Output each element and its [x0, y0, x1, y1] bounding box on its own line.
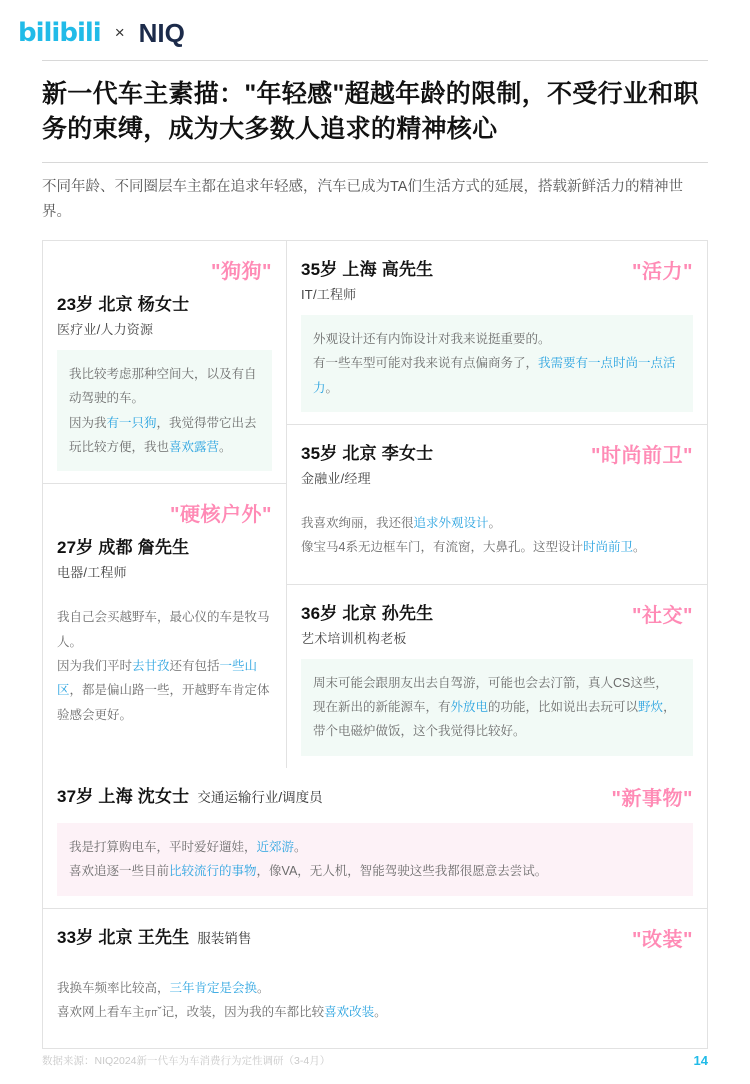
quote-line: 因为我 — [69, 415, 107, 430]
bilibili-logo: bilibili — [18, 18, 101, 48]
quote-line: 我比较考虑那种空间大，以及有自动驾驶的车。 — [69, 366, 257, 406]
quote-text — [301, 499, 693, 572]
person-name: 23岁 北京 杨女士 — [57, 294, 190, 314]
page-subtitle: 不同年龄、不同圈层车主都在追求年轻感，汽车已成为TA们生活方式的延展，搭载新鲜活力的精神世界。 — [42, 179, 683, 221]
grid-row-top — [43, 241, 707, 768]
quote-grid — [42, 240, 708, 1050]
quote-line: 我自己会买越野车，最心仪的车是牧马人。 — [57, 610, 270, 649]
person-job: 交通运输行业/调度员 — [197, 789, 323, 805]
person-job: 电器/工程师 — [57, 565, 127, 581]
grid-column-left — [43, 241, 287, 768]
person-name: 35岁 上海 高先生 — [301, 259, 434, 279]
quote-text — [301, 659, 693, 756]
quote-highlight: 我需要有一点时尚一点活力 — [313, 356, 676, 395]
person-name: 35岁 北京 李女士 — [301, 443, 434, 463]
person-name: 37岁 上海 沈女士 — [57, 786, 190, 806]
quote-line: 现在新出的新能源车，有 — [313, 700, 451, 714]
niq-logo: NIQ — [138, 17, 185, 48]
logo-row — [0, 0, 750, 58]
footer — [42, 1053, 708, 1068]
quote-highlight: 时尚前卫 — [582, 540, 633, 555]
card-zhan — [43, 483, 286, 751]
card-wang — [43, 908, 707, 1049]
quote-line: 我喜欢绚丽，我还很 — [301, 515, 414, 530]
person-job: IT/工程师 — [301, 286, 357, 302]
quote-line: 还有包括 — [169, 659, 220, 673]
quote-line: ，我觉得带它出去玩比较方便，我也 — [69, 415, 257, 454]
quote-line: 。 — [374, 1004, 387, 1019]
page-number: 14 — [693, 1053, 708, 1068]
page-title: 新一代车主素描："年轻感"超越年龄的限制，不受行业和职务的束缚，成为大多数人追求的精神核心 — [42, 80, 699, 143]
status-badge: "硬核户外" — [170, 504, 272, 527]
card-gao — [287, 241, 707, 424]
quote-line: 我换车频率比较高， — [57, 980, 170, 995]
status-badge: "改装" — [632, 928, 693, 951]
card-li — [287, 424, 707, 584]
quote-highlight: 喜欢改装 — [324, 1004, 375, 1019]
quote-highlight: 外放电 — [450, 700, 489, 714]
quote-line: 。 — [294, 839, 307, 854]
card-sun — [287, 584, 707, 768]
person-job: 艺术培训机构老板 — [301, 630, 407, 646]
quote-line: ，像VA，无人机，智能驾驶这些我都很愿意去尝试。 — [256, 864, 548, 879]
quote-line: 。 — [219, 439, 232, 454]
quote-line: 喜欢网上看车主ராˇ记，改装，因为我的车都比较 — [57, 1004, 325, 1019]
card-shen — [43, 768, 707, 908]
quote-line: 像宝马4系无边框车门，有流窗，大鼻孔。这型设计 — [301, 540, 583, 555]
quote-highlight: 有一只狗 — [106, 415, 157, 430]
quote-text — [57, 823, 693, 896]
quote-line: 。 — [632, 540, 646, 555]
quote-text — [301, 315, 693, 412]
grid-column-right — [287, 241, 707, 768]
quote-line: 有一些车型可能对我来说有点偏商务了， — [313, 356, 539, 371]
quote-line: 喜欢追逐一些目前 — [69, 864, 170, 879]
quote-highlight: 喜欢露营 — [169, 439, 220, 454]
person-job: 医疗业/人力资源 — [57, 321, 154, 337]
quote-text — [57, 350, 272, 472]
source-note: 数据来源：NIQ2024新一代车为车消费行为定性调研（3-4月） — [42, 1055, 331, 1067]
person-job: 金融业/经理 — [301, 470, 371, 486]
quote-line: 我是打算购电车，平时爱好遛娃， — [69, 839, 257, 854]
card-yang — [43, 241, 286, 484]
quote-highlight: 追求外观设计 — [413, 515, 489, 530]
person-job: 服装销售 — [197, 930, 252, 946]
quote-line: 。 — [488, 515, 502, 530]
status-badge: "时尚前卫" — [591, 444, 693, 467]
quote-line: 周末可能会跟朋友出去自驾游，可能也会去汀箭，真人CS这些， — [313, 675, 668, 690]
quote-line: 因为我们平时 — [57, 659, 133, 673]
quote-highlight: 去甘孜 — [132, 659, 170, 673]
status-badge: "活力" — [632, 260, 693, 283]
title-block — [0, 61, 750, 152]
quote-line: 外观设计还有内饰设计对我来说挺重要的。 — [313, 331, 551, 346]
status-badge: "狗狗" — [211, 260, 272, 283]
status-badge: "社交" — [632, 604, 693, 627]
quote-line: ，都是偏山路一些，开越野车肯定体验感会更好。 — [57, 683, 270, 722]
separator-icon: × — [114, 23, 125, 42]
person-name: 27岁 成都 詹先生 — [57, 538, 190, 558]
quote-line: 的功能，比如说出去玩可以 — [488, 700, 639, 714]
status-badge: "新事物" — [611, 787, 693, 810]
quote-highlight: 近郊游 — [256, 839, 295, 854]
quote-highlight: 比较流行的事物 — [169, 864, 257, 879]
quote-line: 。 — [257, 980, 270, 995]
person-name: 36岁 北京 孙先生 — [301, 603, 434, 623]
quote-text — [57, 964, 693, 1037]
quote-highlight: 一些山区 — [57, 659, 258, 698]
quote-highlight: 野炊 — [638, 700, 664, 714]
quote-highlight: 三年肯定是会换 — [169, 980, 258, 995]
quote-text — [57, 593, 272, 739]
quote-line: 。 — [325, 380, 339, 395]
quote-line: ，带个电磁炉做饭，这个我觉得比较好。 — [313, 700, 676, 739]
person-name: 33岁 北京 王先生 — [57, 927, 190, 947]
